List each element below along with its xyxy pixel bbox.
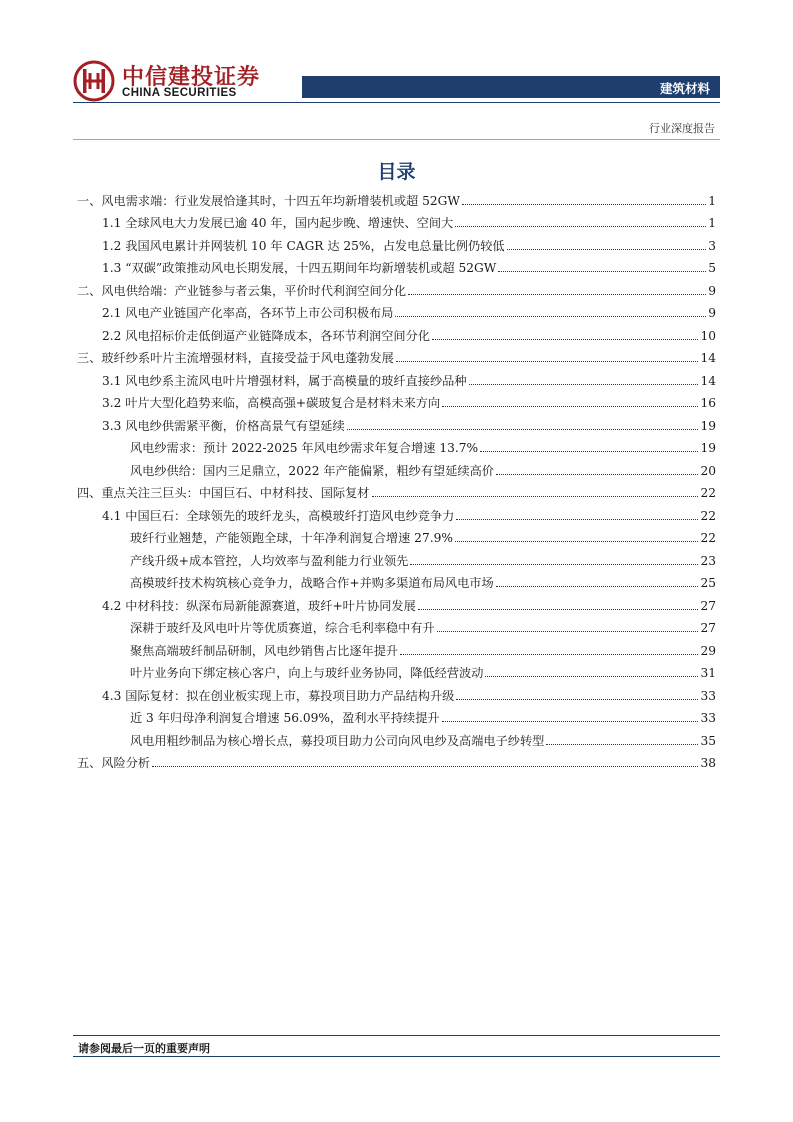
- toc-leader-dots: [469, 384, 699, 385]
- toc-leader-dots: [546, 744, 698, 745]
- report-type: 行业深度报告: [649, 122, 715, 135]
- toc-entry[interactable]: [73, 186, 716, 209]
- toc-entry[interactable]: [73, 411, 716, 434]
- toc-entry[interactable]: [73, 479, 716, 502]
- toc-entry[interactable]: [73, 321, 716, 344]
- toc-leader-dots: [496, 474, 699, 475]
- toc-entry-page: 9: [708, 283, 716, 298]
- toc-entry[interactable]: [73, 569, 716, 592]
- toc-entry[interactable]: [73, 659, 716, 682]
- toc-entry-page: 1: [708, 193, 716, 208]
- toc-entry[interactable]: [73, 254, 716, 277]
- toc-entry-page: 33: [700, 688, 716, 703]
- toc-entry-page: 9: [708, 306, 716, 320]
- toc-entry-title: 近 3 年归母净利润复合增速 56.09%，盈利水平持续提升: [130, 711, 440, 725]
- toc-entry[interactable]: [73, 524, 716, 547]
- toc-entry-title: 风电用粗纱制品为核心增长点，募投项目助力公司向风电纱及高端电子纱转型: [130, 733, 545, 748]
- toc-entry-title: 四、重点关注三巨头：中国巨石、中材科技、国际复材: [77, 486, 370, 500]
- toc-leader-dots: [456, 519, 698, 520]
- toc-entry[interactable]: [73, 681, 716, 704]
- subheader-divider: [73, 139, 720, 140]
- toc-title: 目录: [377, 161, 416, 183]
- toc-entry[interactable]: [73, 546, 716, 569]
- toc-entry[interactable]: [73, 704, 716, 727]
- toc-entry-page: 22: [700, 531, 716, 545]
- toc-entry-title: 产线升级+成本管控，人均效率与盈利能力行业领先: [130, 553, 409, 568]
- toc-entry[interactable]: [73, 434, 716, 457]
- toc-entry-page: 31: [700, 666, 716, 680]
- toc-leader-dots: [410, 564, 698, 565]
- toc-entry-title: 叶片业务向下绑定核心客户，向上与玻纤业务协同，降低经营波动: [130, 666, 484, 680]
- toc-leader-dots: [347, 429, 699, 430]
- toc-entry-page: 27: [700, 621, 716, 635]
- toc-leader-dots: [498, 271, 706, 272]
- toc-entry-page: 20: [700, 463, 716, 478]
- industry-label: 建筑材料: [659, 81, 710, 96]
- toc-entry-title: 3.1 风电纱系主流风电叶片增强材料，属于高模量的玻纤直接纱品种: [102, 373, 467, 388]
- toc-entry-page: 10: [700, 328, 716, 343]
- toc-entry-page: 5: [708, 261, 716, 275]
- toc-entry-title: 一、风电需求端：行业发展恰逢其时，十四五年均新增装机或超 52GW: [77, 193, 460, 208]
- toc-entry-title: 4.1 中国巨石：全球领先的玻纤龙头，高模玻纤打造风电纱竞争力: [102, 508, 455, 523]
- toc-entry-title: 深耕于玻纤及风电叶片等优质赛道，综合毛利率稳中有升: [130, 621, 435, 635]
- toc-entry-page: 16: [700, 396, 716, 410]
- toc-entry-title: 风电纱需求：预计 2022-2025 年风电纱需求年复合增速 13.7%: [130, 441, 479, 455]
- toc-leader-dots: [462, 204, 706, 205]
- toc-entry-page: 22: [700, 508, 716, 523]
- toc-leader-dots: [408, 294, 706, 295]
- toc-entry-title: 玻纤行业翘楚，产能领跑全球，十年净利润复合增速 27.9%: [130, 531, 453, 545]
- toc-entry-title: 五、风险分析: [77, 756, 151, 770]
- logo-english-name: CHINA SECURITIES: [122, 87, 237, 99]
- toc-leader-dots: [442, 406, 698, 407]
- toc-leader-dots: [496, 586, 699, 587]
- toc-entry-title: 4.3 国际复材：拟在创业板实现上市，募投项目助力产品结构升级: [102, 688, 455, 703]
- toc-entry-page: 35: [700, 733, 716, 748]
- citic-logo-icon: [73, 60, 115, 102]
- toc-leader-dots: [418, 609, 699, 610]
- toc-entry[interactable]: [73, 614, 716, 637]
- toc-entry[interactable]: [73, 344, 716, 367]
- toc-entry[interactable]: [73, 726, 716, 749]
- toc-entry-page: 27: [700, 598, 716, 613]
- toc-leader-dots: [432, 339, 699, 340]
- toc-leader-dots: [400, 654, 698, 655]
- footer-divider: [73, 1035, 720, 1036]
- toc-entry-title: 4.2 中材科技：纵深布局新能源赛道，玻纤+叶片协同发展: [102, 598, 416, 613]
- toc-entry[interactable]: [73, 591, 716, 614]
- toc-entry-page: 25: [700, 576, 716, 590]
- header-bar: [302, 76, 720, 98]
- toc-leader-dots: [395, 316, 706, 317]
- toc-entry[interactable]: [73, 456, 716, 479]
- toc-entry-title: 风电纱供给：国内三足鼎立，2022 年产能偏紧，粗纱有望延续高价: [130, 463, 494, 478]
- toc-entry-title: 二、风电供给端：产业链参与者云集，平价时代利润空间分化: [77, 283, 407, 298]
- toc-entry[interactable]: [73, 366, 716, 389]
- toc-entry-title: 高模玻纤技术构筑核心竞争力，战略合作+并购多渠道布局风电市场: [130, 576, 494, 590]
- toc-leader-dots: [396, 361, 699, 362]
- toc-entry-page: 19: [700, 418, 716, 433]
- toc-entry-title: 3.2 叶片大型化趋势来临，高模高强+碳玻复合是材料未来方向: [102, 396, 441, 410]
- toc-leader-dots: [372, 496, 699, 497]
- table-of-contents: [73, 186, 716, 771]
- toc-leader-dots: [480, 451, 698, 452]
- toc-entry[interactable]: [73, 501, 716, 524]
- toc-leader-dots: [507, 249, 707, 250]
- toc-entry-title: 3.3 风电纱供需紧平衡，价格高景气有望延续: [102, 418, 345, 433]
- toc-leader-dots: [455, 226, 706, 227]
- toc-entry-page: 29: [700, 643, 716, 658]
- logo-chinese-name: 中信建投证券: [122, 65, 261, 90]
- toc-entry-page: 19: [700, 441, 716, 455]
- toc-entry-title: 1.3 “双碳”政策推动风电长期发展，十四五期间年均新增装机或超 52GW: [102, 261, 497, 275]
- toc-entry-page: 14: [700, 373, 716, 388]
- toc-leader-dots: [455, 541, 699, 542]
- toc-entry[interactable]: [73, 389, 716, 412]
- header-divider: [73, 102, 720, 103]
- toc-entry-page: 38: [700, 756, 716, 770]
- toc-leader-dots: [456, 699, 698, 700]
- toc-leader-dots: [437, 631, 699, 632]
- toc-entry-page: 1: [708, 216, 716, 230]
- toc-entry[interactable]: [73, 749, 716, 772]
- toc-entry-page: 14: [700, 351, 716, 365]
- toc-entry-page: 33: [700, 711, 716, 725]
- toc-entry-title: 三、玻纤纱系叶片主流增强材料，直接受益于风电蓬勃发展: [77, 351, 394, 365]
- toc-entry-title: 聚焦高端玻纤制品研制，风电纱销售占比逐年提升: [130, 643, 399, 658]
- toc-entry-title: 2.1 风电产业链国产化率高，各环节上市公司积极布局: [102, 306, 394, 320]
- toc-entry[interactable]: [73, 636, 716, 659]
- toc-entry-title: 2.2 风电招标价走低倒逼产业链降成本，各环节利润空间分化: [102, 328, 430, 343]
- toc-entry-title: 1.2 我国风电累计并网装机 10 年 CAGR 达 25%，占发电总量比例仍较低: [102, 238, 505, 253]
- toc-entry[interactable]: [73, 276, 716, 299]
- toc-entry-title: 1.1 全球风电大力发展已逾 40 年，国内起步晚、增速快、空间大: [102, 216, 454, 230]
- toc-entry-page: 23: [700, 553, 716, 568]
- toc-entry[interactable]: [73, 209, 716, 232]
- toc-entry[interactable]: [73, 231, 716, 254]
- toc-leader-dots: [442, 721, 699, 722]
- footer-divider-bottom: [73, 1056, 720, 1057]
- toc-entry-page: 22: [700, 486, 716, 500]
- footer-disclaimer: 请参阅最后一页的重要声明: [78, 1042, 210, 1055]
- toc-leader-dots: [152, 766, 698, 767]
- toc-entry-page: 3: [708, 238, 716, 253]
- toc-entry[interactable]: [73, 299, 716, 322]
- toc-leader-dots: [485, 676, 698, 677]
